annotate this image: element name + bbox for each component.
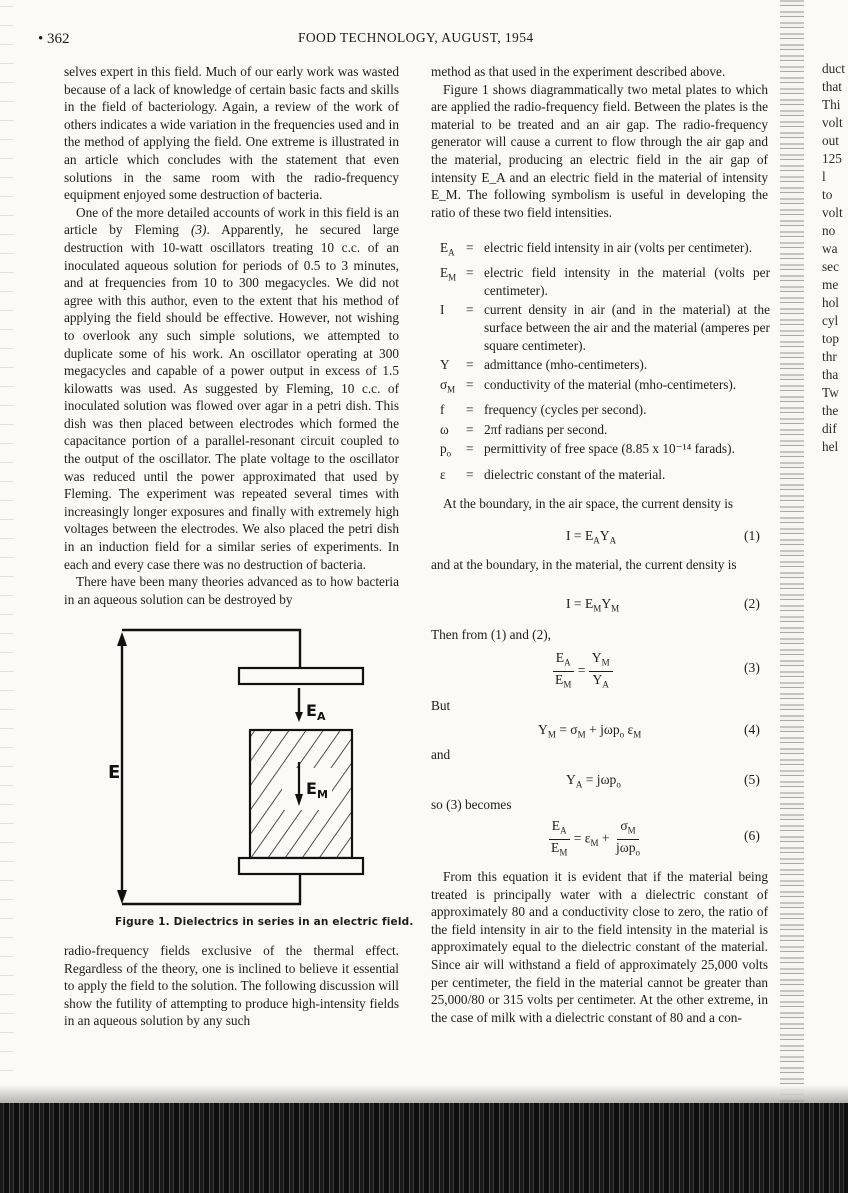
- fragment-text: dif: [822, 421, 837, 436]
- top-plate: [239, 668, 363, 684]
- symbol-definition: ε = dielectric constant of the material.: [440, 466, 666, 482]
- equation-number-3: (3): [744, 660, 760, 675]
- page-number: • 362: [38, 31, 70, 47]
- label-E: E: [108, 762, 121, 783]
- label-EM: $E_M$: [306, 779, 328, 801]
- fragment-text: 125: [822, 151, 842, 166]
- symbol-definition: $E_M$ = electric field intensity in the material (volts per centimeter).: [440, 265, 770, 298]
- right-paragraph-final: From this equation it is evident that if the material being treated is principally water with a dielectric constant of approximately 80 and a conductivity close to zero, the ratio of the field intensity in air to the field intensity in the material is approximately equal to the dielectric constant of the material. Since air will withstand a field of approximately 25,000 volts per centimeter, the field in the material cannot be greater than 25,000/80 or 315 volts per centimeter. At the other extreme, in the case of milk with a dielectric constant of 80 and a con-: [431, 869, 768, 1025]
- then-from-text: Then from (1) and (2),: [431, 627, 551, 642]
- boundary-material-text: and at the boundary, in the material, the current density is: [431, 557, 737, 572]
- fragment-text: Thi: [822, 97, 841, 112]
- fragment-text: sec: [822, 259, 839, 274]
- scan-left-edge: [0, 0, 14, 1193]
- wire-bottom: [122, 874, 300, 904]
- fragment-text: cyl: [822, 313, 839, 328]
- symbol-definition: ω = 2πf radians per second.: [440, 421, 608, 437]
- voltage-arrow-down: [117, 890, 127, 904]
- and-text: and: [431, 747, 451, 762]
- symbol-definition: $\sigma_M$ = conductivity of the material (mho-centimeters).: [440, 376, 737, 395]
- equation-number-6: (6): [744, 828, 760, 843]
- fragment-text: hol: [822, 295, 839, 310]
- symbol-definition: $E_A$ = electric field intensity in air (volts per centimeter).: [440, 240, 753, 258]
- equation-number-4: (4): [744, 722, 760, 737]
- boundary-air-text: At the boundary, in the air space, the current density is: [443, 496, 734, 511]
- symbol-definition: $p_o$ = permittivity of free space (8.85 x 10⁻¹⁴ farads).: [440, 441, 735, 459]
- bottom-plate: [239, 858, 363, 874]
- equation-number-2: (2): [744, 596, 760, 611]
- but-text: But: [431, 698, 451, 713]
- fragment-text: the: [822, 403, 839, 418]
- left-column: [64, 63, 399, 608]
- wire-top: [122, 630, 300, 668]
- left-paragraph-1: selves expert in this field. Much of our early work was wasted because of a lack of knowledge of certain basic facts and skills in the field of bacteriology. Again, a review of the work of others indicates a wide variation in the frequencies used and in the method of applying the field. One extreme is illustrated in an article which concludes with the statement that even solutions in the same room with the radio-frequency equipment enjoyed some destruction of bacteria.: [64, 64, 399, 203]
- so-becomes-text: so (3) becomes: [431, 797, 512, 812]
- fragment-text: no: [822, 223, 836, 238]
- scan-bottom-band: [0, 1103, 848, 1193]
- scan-gutter: [780, 0, 804, 1193]
- fragment-text: wa: [822, 241, 838, 256]
- fragment-text: to: [822, 187, 833, 202]
- equation-5: $Y_A = j\omega p_o$: [566, 772, 621, 790]
- left-column-bottom: [64, 942, 399, 1030]
- equation-number-5: (5): [744, 772, 760, 787]
- right-paragraph-2: Figure 1 shows diagrammatically two metal plates to which are applied the radio-frequency field. Between the plates is the material to be treated and an air gap. The radio-frequency generator will cause a current to flow through the air gap and the material, producing an electric field in the air gap of intensity E_A and an electric field in the material of intensity E_M. The following symbolism is useful in developing the ratio of these two field intensities.: [431, 81, 768, 220]
- left-paragraph-4: radio-frequency fields exclusive of the thermal effect. Regardless of the theory, one is inclined to believe it essential to apply the field to the solution. The following discussion will show the futility of attempting to produce high-intensity fields in an aqueous solution by any such: [64, 943, 399, 1029]
- equation-number-1: (1): [744, 528, 760, 543]
- next-page-fragments: [822, 60, 845, 456]
- equation-4: $Y_M = \sigma_M + j\omega p_o$ $\varepsilon_M$: [538, 722, 642, 740]
- voltage-arrow-up: [117, 632, 127, 646]
- running-title: FOOD TECHNOLOGY, AUGUST, 1954: [298, 30, 534, 45]
- equation-2: $I = E_MY_M$: [566, 596, 620, 614]
- right-column-top: [431, 63, 768, 221]
- equation-6: $\frac{E_A}{E_M}$ = $\varepsilon_M$ + $\frac{\sigma_M}{j\omega p_o}$: [548, 818, 643, 860]
- fragment-text: that: [822, 79, 842, 94]
- fragment-text: Tw: [822, 385, 839, 400]
- equation-3: $\frac{E_A}{E_M}$ = $\frac{Y_M}{Y_A}$: [552, 650, 613, 692]
- fragment-text: tha: [822, 367, 839, 382]
- equation-1: $I = E_AY_A$: [566, 528, 617, 546]
- label-EA: $E_A$: [306, 701, 326, 723]
- figure-1-diagram: [108, 622, 388, 912]
- left-paragraph-2: One of the more detailed accounts of work in this field is an article by Fleming (3). Apparently, he secured large destruction with 10-watt oscillators treating 10 c.c. of an inoculated aqueous solution for periods of 0.5 to 3 minutes, and at frequencies from 10 to 300 megacycles. We did not agree with this author, even to the extent that his method of applying the field should be effective. However, not wishing to overlook any such simple solutions, we attempted to duplicate some of his work. An oscillator operating at 300 megacycles and capable of a power output in excess of 1.5 kilowatts was used. As suggested by Fleming, 10 c.c. of inoculated solution was flowed over agar in a petri dish. This dish was then placed between electrodes which formed the capacitance portion of a parallel-resonant circuit coupled to the output of the oscillator. The plate voltage to the oscillator was reduced until the power approximated that used by Fleming. The experiment was repeated several times with increasingly longer exposures and finally with extremely high voltages between the electrodes. We also placed the petri dish in an induction field for a similar series of experiments. In each and every case there was no destruction of bacteria.: [64, 204, 400, 572]
- symbol-definition: f = frequency (cycles per second).: [440, 402, 647, 418]
- fragment-text: out: [822, 133, 839, 148]
- fragment-text: volt: [822, 205, 843, 220]
- fragment-text: top: [822, 331, 839, 346]
- fragment-text: thr: [822, 349, 837, 364]
- right-paragraph-1: method as that used in the experiment described above.: [431, 64, 726, 79]
- symbol-definition: Y = admittance (mho-centimeters).: [440, 357, 648, 373]
- left-paragraph-3: There have been many theories advanced as to how bacteria in an aqueous solution can be destroyed by: [64, 574, 399, 607]
- fragment-text: me: [822, 277, 839, 292]
- fragment-text: l: [822, 169, 826, 184]
- symbol-list: [440, 239, 770, 485]
- fragment-text: hel: [822, 439, 839, 454]
- fragment-text: duct: [822, 61, 845, 76]
- fragment-text: volt: [822, 115, 843, 130]
- symbol-definition: I = current density in air (and in the material) at the surface between the air and the material (amperes per square centimeter).: [440, 302, 770, 353]
- figure-caption: Figure 1. Dielectrics in series in an electric field.: [115, 916, 414, 928]
